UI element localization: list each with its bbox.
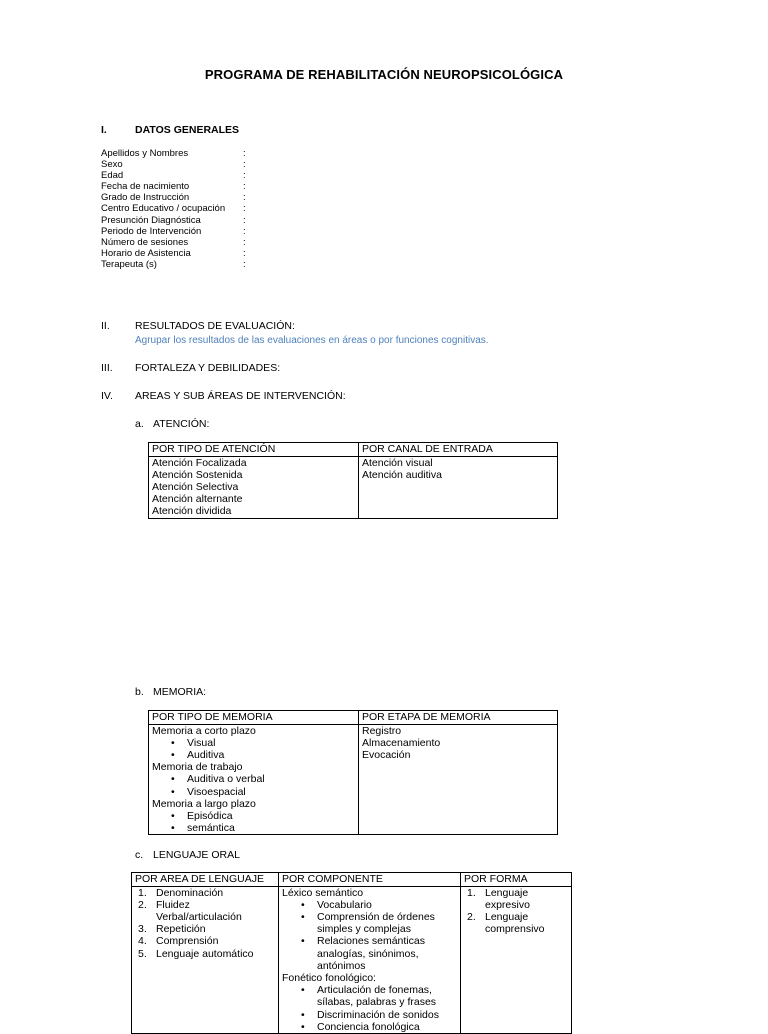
component-label: Fonético fonológico: xyxy=(282,971,376,984)
attention-type-item: Atención Focalizada xyxy=(152,456,247,469)
field-label: Horario de Asistencia xyxy=(101,247,191,259)
field-row xyxy=(101,214,246,226)
atencion-header-2: POR CANAL DE ENTRADA xyxy=(359,443,558,457)
field-row xyxy=(101,170,246,182)
field-label: Presunción Diagnóstica xyxy=(101,214,201,226)
component-item xyxy=(296,1009,457,1021)
field-colon: : xyxy=(243,258,246,270)
component-item xyxy=(296,984,457,1008)
field-row xyxy=(101,258,246,270)
language-form-item-list xyxy=(464,887,568,936)
section-2-title: RESULTADOS DE EVALUACIÓN: xyxy=(135,320,295,332)
field-label: Centro Educativo / ocupación xyxy=(101,203,226,215)
section-2-hint: Agrupar los resultados de las evaluaciones en áreas o por funciones cognitivas. xyxy=(135,335,489,346)
section-2-number: II. xyxy=(101,320,110,332)
field-colon: : xyxy=(243,247,246,259)
field-label: Sexo xyxy=(101,159,123,171)
language-form-item xyxy=(467,887,568,911)
language-area-item-number: 1. xyxy=(138,886,147,899)
field-row xyxy=(101,148,246,159)
memory-subtype-item: • Episódica xyxy=(166,810,355,822)
section-1-title: DATOS GENERALES xyxy=(135,124,240,136)
language-area-item xyxy=(138,948,275,960)
memory-subtype-item: • Visual xyxy=(166,737,355,749)
language-area-item-number: 5. xyxy=(138,947,147,960)
subsection-atencion xyxy=(135,418,209,430)
field-label: Apellidos y Nombres xyxy=(101,148,189,159)
attention-type-item: Atención Selectiva xyxy=(152,480,239,493)
input-channel-item: Atención visual xyxy=(362,456,433,469)
component-item-text: simples y complejas xyxy=(317,923,411,936)
attention-type-item: Atención alternante xyxy=(152,493,243,506)
language-area-item xyxy=(138,935,275,947)
field-colon: : xyxy=(243,214,246,226)
field-row xyxy=(101,225,246,237)
atencion-table xyxy=(148,442,558,519)
language-area-item-number: 4. xyxy=(138,935,147,948)
field-row xyxy=(101,247,246,259)
atencion-col-1 xyxy=(149,456,359,518)
subsection-atencion-title: ATENCIÓN: xyxy=(153,418,210,430)
subsection-memoria-letter: b. xyxy=(135,686,144,698)
component-item-text: sílabas, palabras y frases xyxy=(317,996,437,1009)
language-area-item xyxy=(138,899,275,923)
field-label: Terapeuta (s) xyxy=(101,258,157,270)
component-item-text: • Discriminación de sonidos xyxy=(317,1008,439,1021)
language-area-item-number: 2. xyxy=(138,898,147,911)
lenguaje-header-2: POR COMPONENTE xyxy=(279,873,461,887)
field-colon: : xyxy=(243,192,246,204)
memoria-col-1 xyxy=(149,724,359,835)
field-row xyxy=(101,203,246,215)
memory-subtype-item: • Auditiva o verbal xyxy=(166,773,355,785)
memory-subtype-item: • semántica xyxy=(166,822,355,834)
language-area-item-text: Denominación xyxy=(156,886,224,899)
field-row xyxy=(101,192,246,204)
language-area-item-list xyxy=(135,887,275,960)
language-area-item xyxy=(138,887,275,899)
memoria-table xyxy=(148,710,558,835)
field-row xyxy=(101,159,246,171)
field-colon: : xyxy=(243,148,246,159)
lenguaje-col-1 xyxy=(132,886,279,1033)
component-list xyxy=(282,899,457,972)
memory-stage-item: Almacenamiento xyxy=(362,736,441,749)
component-label: Léxico semántico xyxy=(282,886,364,899)
language-area-item-text: Fluidez xyxy=(156,898,190,911)
component-list xyxy=(282,984,457,1033)
section-4-title: AREAS Y SUB ÁREAS DE INTERVENCIÓN: xyxy=(135,390,346,402)
field-label: Número de sesiones xyxy=(101,236,189,248)
component-item-text: antónimos xyxy=(317,959,366,972)
field-colon: : xyxy=(243,203,246,215)
language-form-item-text: comprensivo xyxy=(485,923,545,936)
memory-stage-item: Evocación xyxy=(362,748,411,761)
language-area-item-text: Repetición xyxy=(156,923,206,936)
section-1-number: I. xyxy=(101,124,107,136)
field-label: Fecha de nacimiento xyxy=(101,181,190,193)
component-item xyxy=(296,911,457,935)
memoria-header-2: POR ETAPA DE MEMORIA xyxy=(359,711,558,725)
language-form-item-text: expresivo xyxy=(485,898,530,911)
memory-subtype-item: • Visoespacial xyxy=(166,786,355,798)
subsection-atencion-letter: a. xyxy=(135,418,144,430)
memory-subtype-list xyxy=(152,810,355,834)
component-item xyxy=(296,935,457,972)
memory-subtype-item: • Auditiva xyxy=(166,749,355,761)
subsection-memoria-title: MEMORIA: xyxy=(153,686,207,698)
subsection-lenguaje xyxy=(135,849,240,861)
memory-subtype-list xyxy=(152,773,355,797)
subsection-memoria xyxy=(135,686,206,698)
memory-type-label: Memoria a largo plazo xyxy=(152,797,256,810)
language-area-item-text: Comprensión xyxy=(156,935,219,948)
general-data-fields xyxy=(101,148,246,270)
section-3-title: FORTALEZA Y DEBILIDADES: xyxy=(135,362,281,374)
atencion-col-2 xyxy=(359,456,558,518)
page-title: PROGRAMA DE REHABILITACIÓN NEUROPSICOLÓGICA xyxy=(204,67,564,82)
memory-type-label: Memoria a corto plazo xyxy=(152,724,256,737)
field-colon: : xyxy=(243,170,246,182)
language-form-item-number: 2. xyxy=(467,910,476,923)
component-item-text: • Vocabulario xyxy=(317,898,372,911)
subsection-lenguaje-title: LENGUAJE ORAL xyxy=(153,849,240,861)
lenguaje-col-2 xyxy=(279,886,461,1033)
language-form-item-text: Lenguaje xyxy=(485,886,529,899)
field-colon: : xyxy=(243,236,246,248)
language-form-item-number: 1. xyxy=(467,886,476,899)
attention-type-item: Atención Sostenida xyxy=(152,468,243,481)
memory-type-label: Memoria de trabajo xyxy=(152,761,243,774)
field-colon: : xyxy=(243,181,246,193)
component-item-text: • Conciencia fonológica xyxy=(317,1020,420,1033)
language-form-item xyxy=(467,911,568,935)
section-4-number: IV. xyxy=(101,390,113,402)
language-area-item-text: Verbal/articulación xyxy=(156,910,242,923)
component-item xyxy=(296,899,457,911)
language-form-item-text: Lenguaje xyxy=(485,910,529,923)
section-3-number: III. xyxy=(101,362,113,374)
memory-stage-item: Registro xyxy=(362,724,402,737)
component-item xyxy=(296,1021,457,1033)
atencion-header-1: POR TIPO DE ATENCIÓN xyxy=(149,443,359,457)
subsection-lenguaje-letter: c. xyxy=(135,849,144,861)
language-area-item-number: 3. xyxy=(138,923,147,936)
input-channel-item: Atención auditiva xyxy=(362,468,442,481)
component-item-text: analogías, sinónimos, xyxy=(317,947,419,960)
field-label: Periodo de Intervención xyxy=(101,225,202,237)
memoria-header-1: POR TIPO DE MEMORIA xyxy=(149,711,359,725)
lenguaje-table xyxy=(131,872,572,1034)
lenguaje-header-1: POR AREA DE LENGUAJE xyxy=(132,873,279,887)
field-row xyxy=(101,236,246,248)
memoria-col-2 xyxy=(359,724,558,835)
lenguaje-col-3 xyxy=(461,886,572,1033)
language-area-item-text: Lenguaje automático xyxy=(156,947,254,960)
component-item-text: • Articulación de fonemas, xyxy=(317,984,432,997)
attention-type-item: Atención dividida xyxy=(152,505,232,518)
component-item-text: • Comprensión de órdenes xyxy=(317,910,435,923)
component-item-text: • Relaciones semánticas xyxy=(317,935,425,948)
field-label: Edad xyxy=(101,170,124,182)
memory-subtype-list xyxy=(152,737,355,761)
lenguaje-header-3: POR FORMA xyxy=(461,873,572,887)
language-area-item xyxy=(138,923,275,935)
field-label: Grado de Instrucción xyxy=(101,192,190,204)
field-colon: : xyxy=(243,159,246,171)
field-colon: : xyxy=(243,225,246,237)
field-row xyxy=(101,181,246,193)
